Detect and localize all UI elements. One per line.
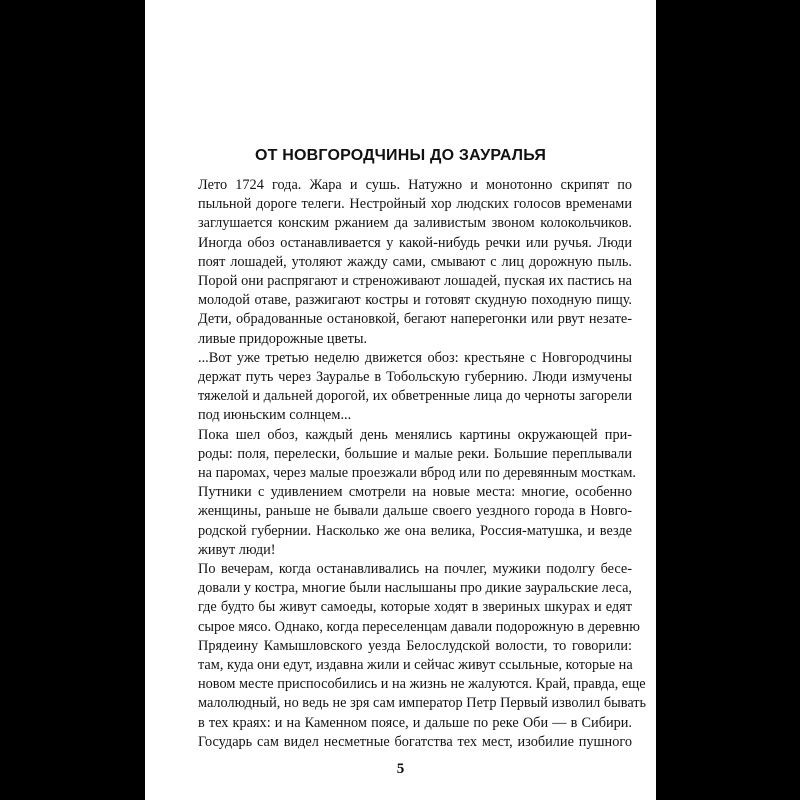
text-line: новом месте приспособились и на жизнь не жалуются. Край, правда, еще	[198, 676, 646, 693]
book-page	[145, 0, 656, 800]
text-line: держат путь через Зауралье в Тобольскую губернию. Люди измучены	[198, 369, 632, 386]
text-line: Лето 1724 года. Жара и сушь. Натужно и монотонно скрипят по	[198, 177, 632, 193]
text-line: тяжелой и дальней дорогой, их обветренные лица до черноты загорели	[198, 388, 632, 405]
text-line: Иногда обоз останавливается у какой-нибудь речки или ручья. Люди	[198, 234, 632, 251]
text-line: Государь сам видел несметные богатства тех мест, изобилие пушного	[198, 733, 632, 750]
text-line: родской губернии. Насколько же она велика, Россия-матушка, и везде	[198, 522, 632, 539]
chapter-title: ОТ НОВГОРОДЧИНЫ ДО ЗАУРАЛЬЯ	[254, 147, 547, 164]
text-line: где будто бы живут самоеды, которые ходят в звериных шкурах и едят	[198, 599, 632, 616]
text-line: роды: поля, перелески, большие и малые реки. Большие переплывали	[198, 445, 632, 462]
text-line: под июньским солнцем...	[198, 407, 352, 424]
text-line: ...Вот уже третью неделю движется обоз: крестьяне с Новгородчины	[198, 349, 632, 366]
text-line: Порой они распрягают и стреноживают лошадей, пуская их пастись на	[198, 273, 632, 290]
text-line: пыльной дороге телеги. Нестройный хор людских голосов временами	[198, 196, 632, 213]
paragraph-1	[172, 176, 632, 349]
text-line: сырое мясо. Однако, когда переселенцам давали подорожную в деревню	[198, 618, 640, 635]
text-line: заглушается конским ржанием да заливистым звоном колокольчиков.	[198, 215, 632, 232]
text-line: Пока шел обоз, каждый день менялись картины окружающей при-	[198, 426, 632, 443]
paragraph-4	[172, 560, 647, 752]
text-line: довали у костра, многие были наслышаны про дикие зауральские леса,	[198, 580, 632, 597]
text-line: поят лошадей, утоляют жажду сами, смывают с лиц дорожную пыль.	[198, 253, 632, 270]
text-line: По вечерам, когда останавливались на почлег, мужики подолгу бесе-	[198, 561, 632, 578]
text-line: Путники с удивлением смотрели на новые места: многие, особенно	[198, 484, 632, 501]
page-number: 5	[396, 761, 405, 777]
text-line: молодой отаве, разжигают костры и готовят скудную походную пищу.	[198, 292, 632, 309]
paragraph-2	[172, 349, 632, 426]
text-line: там, куда они едут, издавна жили и сейчас живут ссыльные, которые на	[198, 657, 633, 674]
paragraph-3	[172, 426, 637, 560]
body-text	[172, 176, 647, 752]
text-line: в тех краях: и на Каменном поясе, и дальше по реке Оби — в Сибири.	[198, 714, 632, 731]
text-line: ливые придорожные цветы.	[198, 330, 368, 347]
text-line: на паромах, через малые проезжали вброд или по деревянным мосткам.	[198, 465, 637, 482]
text-line: Дети, обрадованные остановкой, бегают наперегонки или рвут незате-	[198, 311, 632, 328]
text-line: живут люди!	[198, 541, 276, 558]
text-line: Прядеину Камышловского уезда Белослудской волости, то говорили:	[198, 637, 632, 654]
text-line: малолюдный, но ведь не зря сам император Петр Первый изволил бывать	[198, 695, 647, 712]
text-line: женщины, раньше не бывали дальше своего уездного города в Новго-	[198, 503, 632, 520]
